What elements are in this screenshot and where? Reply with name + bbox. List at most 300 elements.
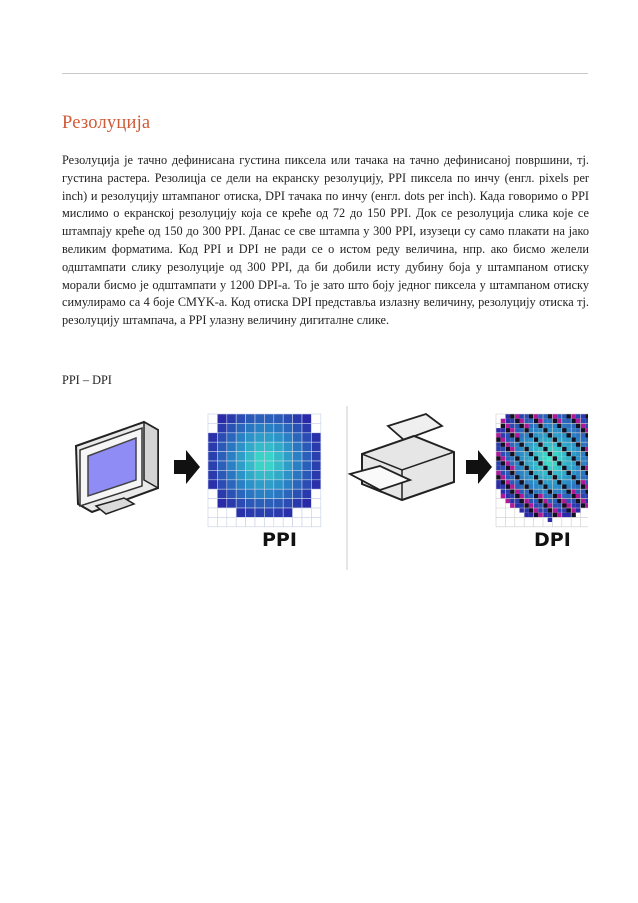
dpi-dot bbox=[538, 485, 543, 490]
dpi-dot bbox=[585, 419, 588, 424]
ppi-pixel bbox=[283, 461, 292, 470]
dpi-dot bbox=[581, 485, 586, 490]
dpi-dot bbox=[520, 423, 525, 428]
dpi-dot bbox=[529, 470, 534, 475]
dpi-dot bbox=[505, 438, 510, 443]
dpi-dot bbox=[496, 428, 501, 433]
dpi-dot bbox=[501, 456, 506, 461]
dpi-dot bbox=[585, 522, 588, 527]
ppi-pixel bbox=[274, 508, 283, 517]
dpi-dot bbox=[543, 503, 548, 508]
dpi-dot bbox=[529, 494, 534, 499]
dpi-dot bbox=[510, 480, 515, 485]
dpi-dot bbox=[548, 489, 553, 494]
dpi-dot bbox=[548, 466, 553, 471]
dpi-dot bbox=[510, 442, 515, 447]
dpi-dot bbox=[515, 442, 520, 447]
ppi-pixel bbox=[208, 423, 217, 432]
dpi-dot bbox=[576, 513, 581, 518]
dpi-dot bbox=[581, 470, 586, 475]
dpi-dot bbox=[515, 480, 520, 485]
dpi-dot bbox=[585, 485, 588, 490]
dpi-dot bbox=[581, 419, 586, 424]
dpi-dot bbox=[520, 428, 525, 433]
dpi-dot bbox=[557, 414, 562, 419]
ppi-pixel bbox=[311, 480, 320, 489]
dpi-dot bbox=[567, 517, 572, 522]
dpi-dot bbox=[524, 503, 529, 508]
dpi-dot bbox=[524, 470, 529, 475]
dpi-dot bbox=[515, 470, 520, 475]
dpi-dot bbox=[552, 423, 557, 428]
section-heading: Резолуција bbox=[62, 113, 151, 133]
dpi-dot bbox=[524, 480, 529, 485]
dpi-dot bbox=[576, 485, 581, 490]
dpi-dot bbox=[562, 438, 567, 443]
dpi-dot bbox=[552, 499, 557, 504]
dpi-dot bbox=[538, 470, 543, 475]
dpi-dot bbox=[529, 480, 534, 485]
dpi-dot bbox=[562, 494, 567, 499]
ppi-pixel bbox=[274, 480, 283, 489]
dpi-dot bbox=[534, 419, 539, 424]
ppi-pixel bbox=[293, 517, 302, 526]
dpi-dot bbox=[585, 503, 588, 508]
figure-subheading: PPI – DPI bbox=[62, 373, 112, 387]
dpi-dot bbox=[543, 433, 548, 438]
dpi-dot bbox=[529, 508, 534, 513]
dpi-dot bbox=[562, 499, 567, 504]
dpi-dot bbox=[534, 442, 539, 447]
ppi-pixel bbox=[283, 423, 292, 432]
dpi-dot bbox=[571, 423, 576, 428]
dpi-dot bbox=[543, 522, 548, 527]
dpi-dot bbox=[567, 447, 572, 452]
dpi-dot bbox=[534, 489, 539, 494]
dpi-dot bbox=[515, 452, 520, 457]
dpi-dot bbox=[576, 419, 581, 424]
dpi-dot bbox=[567, 414, 572, 419]
dpi-dot bbox=[534, 494, 539, 499]
dpi-dot bbox=[515, 485, 520, 490]
dpi-dot bbox=[520, 489, 525, 494]
dpi-dot bbox=[510, 428, 515, 433]
dpi-dot bbox=[520, 499, 525, 504]
ppi-pixel bbox=[208, 499, 217, 508]
ppi-pixel bbox=[217, 508, 226, 517]
dpi-dot bbox=[543, 475, 548, 480]
dpi-dot bbox=[557, 452, 562, 457]
dpi-dot bbox=[557, 461, 562, 466]
ppi-pixel bbox=[255, 489, 264, 498]
dpi-dot bbox=[585, 433, 588, 438]
dpi-dot bbox=[515, 513, 520, 518]
dpi-dot bbox=[585, 461, 588, 466]
dpi-dot bbox=[548, 438, 553, 443]
dpi-dot bbox=[576, 442, 581, 447]
ppi-pixel bbox=[264, 489, 273, 498]
ppi-pixel bbox=[264, 414, 273, 423]
dpi-dot bbox=[524, 423, 529, 428]
dpi-dot bbox=[567, 480, 572, 485]
dpi-dot bbox=[510, 470, 515, 475]
dpi-dot bbox=[496, 419, 501, 424]
dpi-dot bbox=[571, 499, 576, 504]
dpi-dot bbox=[538, 442, 543, 447]
dpi-dot bbox=[581, 522, 586, 527]
ppi-pixel bbox=[302, 442, 311, 451]
ppi-pixel bbox=[236, 489, 245, 498]
ppi-pixel bbox=[264, 423, 273, 432]
dpi-dot bbox=[520, 452, 525, 457]
ppi-pixel bbox=[246, 442, 255, 451]
dpi-dot bbox=[571, 508, 576, 513]
dpi-dot bbox=[496, 508, 501, 513]
dpi-dot bbox=[557, 489, 562, 494]
dpi-dot bbox=[496, 433, 501, 438]
ppi-pixel bbox=[283, 442, 292, 451]
ppi-pixel bbox=[255, 433, 264, 442]
dpi-dot bbox=[571, 414, 576, 419]
dpi-dot bbox=[538, 461, 543, 466]
dpi-dot bbox=[571, 513, 576, 518]
ppi-pixel bbox=[311, 461, 320, 470]
dpi-dot bbox=[543, 442, 548, 447]
ppi-pixel bbox=[246, 508, 255, 517]
dpi-dot bbox=[529, 438, 534, 443]
dpi-dot bbox=[510, 499, 515, 504]
dpi-dot bbox=[576, 461, 581, 466]
ppi-pixel bbox=[264, 461, 273, 470]
dpi-dot bbox=[571, 489, 576, 494]
ppi-pixel bbox=[302, 414, 311, 423]
dpi-dot bbox=[534, 456, 539, 461]
dpi-dot bbox=[505, 480, 510, 485]
dpi-dot bbox=[581, 499, 586, 504]
dpi-dot bbox=[505, 485, 510, 490]
dpi-dot bbox=[534, 480, 539, 485]
dpi-dot bbox=[571, 452, 576, 457]
dpi-dot bbox=[552, 461, 557, 466]
dpi-dot bbox=[496, 466, 501, 471]
dpi-dot bbox=[538, 428, 543, 433]
dpi-dot bbox=[515, 508, 520, 513]
dpi-dot bbox=[543, 470, 548, 475]
ppi-pixel bbox=[293, 414, 302, 423]
ppi-pixel bbox=[264, 442, 273, 451]
dpi-dot bbox=[552, 419, 557, 424]
dpi-dot bbox=[581, 438, 586, 443]
dpi-dot bbox=[557, 513, 562, 518]
dpi-dot bbox=[515, 423, 520, 428]
ppi-pixel bbox=[227, 480, 236, 489]
ppi-pixel bbox=[246, 433, 255, 442]
ppi-pixel bbox=[293, 489, 302, 498]
dpi-dot bbox=[557, 475, 562, 480]
dpi-dot bbox=[520, 475, 525, 480]
dpi-dot bbox=[552, 470, 557, 475]
ppi-pixel bbox=[311, 414, 320, 423]
ppi-pixel bbox=[311, 499, 320, 508]
dpi-dot bbox=[538, 522, 543, 527]
dpi-dot bbox=[496, 475, 501, 480]
dpi-dot bbox=[501, 522, 506, 527]
dpi-dot bbox=[552, 513, 557, 518]
ppi-pixel bbox=[283, 470, 292, 479]
dpi-dot bbox=[552, 428, 557, 433]
dpi-dot bbox=[576, 414, 581, 419]
dpi-dot bbox=[548, 494, 553, 499]
ppi-pixel bbox=[293, 461, 302, 470]
dpi-dot bbox=[548, 522, 553, 527]
dpi-dot bbox=[567, 456, 572, 461]
dpi-dot bbox=[552, 433, 557, 438]
dpi-dot bbox=[529, 466, 534, 471]
dpi-dot bbox=[538, 456, 543, 461]
dpi-dot bbox=[562, 475, 567, 480]
dpi-dot bbox=[501, 428, 506, 433]
dpi-dot bbox=[534, 517, 539, 522]
dpi-dot bbox=[571, 522, 576, 527]
dpi-dot bbox=[520, 433, 525, 438]
dpi-dot bbox=[510, 466, 515, 471]
dpi-dot bbox=[581, 461, 586, 466]
dpi-dot bbox=[576, 438, 581, 443]
dpi-dot bbox=[567, 494, 572, 499]
ppi-pixel bbox=[283, 517, 292, 526]
dpi-dot bbox=[562, 442, 567, 447]
ppi-pixel bbox=[311, 517, 320, 526]
dpi-dot bbox=[505, 499, 510, 504]
dpi-dot bbox=[567, 466, 572, 471]
dpi-dot bbox=[548, 456, 553, 461]
dpi-dot bbox=[515, 438, 520, 443]
dpi-dot bbox=[562, 456, 567, 461]
dpi-dot bbox=[557, 499, 562, 504]
dpi-dot bbox=[515, 489, 520, 494]
dpi-dot-grid bbox=[496, 414, 588, 527]
dpi-dot bbox=[538, 466, 543, 471]
dpi-dot bbox=[576, 508, 581, 513]
ppi-pixel bbox=[217, 461, 226, 470]
dpi-dot bbox=[505, 456, 510, 461]
dpi-dot bbox=[529, 475, 534, 480]
dpi-dot bbox=[543, 423, 548, 428]
ppi-pixel bbox=[302, 489, 311, 498]
dpi-dot bbox=[548, 513, 553, 518]
dpi-dot bbox=[524, 461, 529, 466]
dpi-dot bbox=[571, 428, 576, 433]
dpi-dot bbox=[538, 480, 543, 485]
dpi-dot bbox=[505, 447, 510, 452]
ppi-pixel bbox=[274, 414, 283, 423]
dpi-dot bbox=[510, 485, 515, 490]
dpi-dot bbox=[496, 423, 501, 428]
dpi-dot bbox=[515, 461, 520, 466]
dpi-dot bbox=[562, 485, 567, 490]
ppi-pixel bbox=[293, 423, 302, 432]
ppi-pixel bbox=[217, 442, 226, 451]
dpi-dot bbox=[548, 499, 553, 504]
dpi-dot bbox=[581, 423, 586, 428]
dpi-dot bbox=[520, 438, 525, 443]
dpi-dot bbox=[585, 438, 588, 443]
ppi-pixel bbox=[302, 470, 311, 479]
dpi-dot bbox=[557, 470, 562, 475]
dpi-dot bbox=[552, 480, 557, 485]
dpi-dot bbox=[571, 517, 576, 522]
dpi-dot bbox=[581, 456, 586, 461]
dpi-dot bbox=[562, 466, 567, 471]
dpi-dot bbox=[548, 508, 553, 513]
ppi-pixel bbox=[274, 461, 283, 470]
dpi-dot bbox=[543, 517, 548, 522]
ppi-pixel bbox=[302, 452, 311, 461]
ppi-pixel bbox=[302, 433, 311, 442]
dpi-dot bbox=[552, 475, 557, 480]
ppi-pixel bbox=[293, 480, 302, 489]
dpi-dot bbox=[571, 485, 576, 490]
dpi-dot bbox=[538, 433, 543, 438]
dpi-dot bbox=[520, 470, 525, 475]
dpi-dot bbox=[529, 447, 534, 452]
ppi-pixel bbox=[208, 414, 217, 423]
dpi-dot bbox=[557, 466, 562, 471]
dpi-dot bbox=[538, 423, 543, 428]
ppi-pixel bbox=[302, 508, 311, 517]
dpi-dot bbox=[585, 494, 588, 499]
dpi-dot bbox=[529, 489, 534, 494]
top-divider bbox=[62, 73, 588, 74]
dpi-dot bbox=[552, 466, 557, 471]
dpi-dot bbox=[515, 447, 520, 452]
dpi-dot bbox=[524, 489, 529, 494]
dpi-dot bbox=[581, 475, 586, 480]
ppi-pixel bbox=[246, 423, 255, 432]
dpi-dot bbox=[562, 414, 567, 419]
dpi-dot bbox=[524, 475, 529, 480]
dpi-dot bbox=[524, 494, 529, 499]
dpi-dot bbox=[562, 419, 567, 424]
ppi-pixel bbox=[227, 517, 236, 526]
dpi-dot bbox=[548, 442, 553, 447]
dpi-dot bbox=[501, 447, 506, 452]
dpi-dot bbox=[571, 447, 576, 452]
dpi-dot bbox=[567, 442, 572, 447]
dpi-dot bbox=[567, 522, 572, 527]
dpi-dot bbox=[562, 447, 567, 452]
dpi-dot bbox=[576, 452, 581, 457]
dpi-dot bbox=[520, 419, 525, 424]
dpi-dot bbox=[567, 419, 572, 424]
dpi-dot bbox=[571, 442, 576, 447]
dpi-dot bbox=[543, 414, 548, 419]
dpi-dot bbox=[529, 428, 534, 433]
dpi-dot bbox=[534, 447, 539, 452]
dpi-dot bbox=[581, 442, 586, 447]
dpi-dot bbox=[529, 485, 534, 490]
ppi-pixel bbox=[255, 442, 264, 451]
ppi-pixel bbox=[227, 423, 236, 432]
ppi-pixel bbox=[283, 499, 292, 508]
dpi-dot bbox=[576, 503, 581, 508]
dpi-dot bbox=[501, 517, 506, 522]
dpi-dot bbox=[543, 466, 548, 471]
dpi-dot bbox=[557, 480, 562, 485]
dpi-dot bbox=[501, 442, 506, 447]
dpi-dot bbox=[529, 452, 534, 457]
ppi-pixel bbox=[293, 442, 302, 451]
dpi-dot bbox=[520, 513, 525, 518]
dpi-dot bbox=[548, 423, 553, 428]
dpi-dot bbox=[505, 452, 510, 457]
dpi-dot bbox=[510, 489, 515, 494]
dpi-dot bbox=[524, 452, 529, 457]
dpi-dot bbox=[501, 508, 506, 513]
dpi-dot bbox=[496, 494, 501, 499]
dpi-dot bbox=[534, 423, 539, 428]
dpi-dot bbox=[585, 470, 588, 475]
dpi-dot bbox=[496, 461, 501, 466]
ppi-pixel bbox=[255, 517, 264, 526]
ppi-pixel bbox=[283, 489, 292, 498]
ppi-pixel bbox=[255, 508, 264, 517]
dpi-dot bbox=[567, 508, 572, 513]
dpi-dot bbox=[538, 475, 543, 480]
ppi-pixel bbox=[236, 508, 245, 517]
dpi-dot bbox=[576, 466, 581, 471]
ppi-pixel bbox=[246, 499, 255, 508]
ppi-pixel bbox=[264, 470, 273, 479]
ppi-pixel bbox=[283, 480, 292, 489]
dpi-dot bbox=[581, 428, 586, 433]
dpi-dot bbox=[501, 433, 506, 438]
dpi-dot bbox=[548, 414, 553, 419]
dpi-dot bbox=[538, 494, 543, 499]
dpi-dot bbox=[510, 475, 515, 480]
dpi-dot bbox=[510, 423, 515, 428]
dpi-dot bbox=[534, 438, 539, 443]
dpi-dot bbox=[562, 480, 567, 485]
dpi-dot bbox=[534, 461, 539, 466]
dpi-dot bbox=[548, 452, 553, 457]
ppi-pixel bbox=[236, 442, 245, 451]
ppi-pixel bbox=[274, 470, 283, 479]
dpi-dot bbox=[585, 428, 588, 433]
dpi-dot bbox=[529, 522, 534, 527]
dpi-dot bbox=[543, 513, 548, 518]
dpi-dot bbox=[510, 438, 515, 443]
dpi-dot bbox=[576, 423, 581, 428]
dpi-dot bbox=[505, 428, 510, 433]
ppi-pixel bbox=[217, 489, 226, 498]
ppi-pixel-grid bbox=[208, 414, 321, 527]
dpi-dot bbox=[538, 419, 543, 424]
dpi-dot bbox=[520, 522, 525, 527]
ppi-pixel bbox=[217, 470, 226, 479]
dpi-dot bbox=[567, 485, 572, 490]
ppi-pixel bbox=[274, 499, 283, 508]
dpi-dot bbox=[543, 428, 548, 433]
dpi-dot bbox=[520, 442, 525, 447]
dpi-dot bbox=[567, 461, 572, 466]
monitor-icon bbox=[76, 422, 158, 514]
dpi-dot bbox=[534, 503, 539, 508]
dpi-dot bbox=[524, 438, 529, 443]
ppi-pixel bbox=[264, 499, 273, 508]
dpi-dot bbox=[543, 485, 548, 490]
dpi-dot bbox=[557, 442, 562, 447]
